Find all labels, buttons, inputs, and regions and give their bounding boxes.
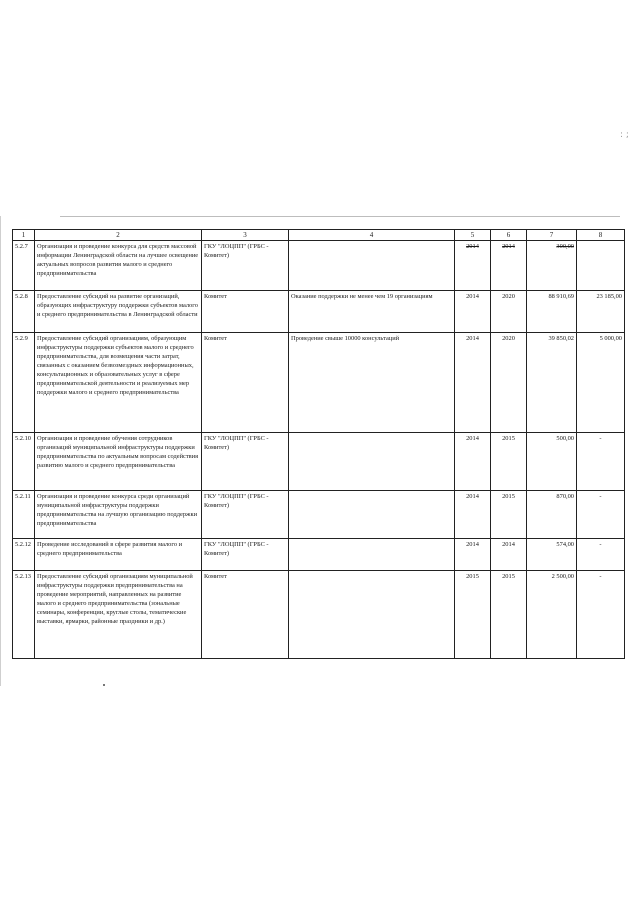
row-year-start: 2014: [455, 333, 491, 433]
row-amount-2: [577, 241, 625, 291]
row-description: Предоставление субсидий на развитие организаций, образующих инфраструктуру поддержки субъектов малого и среднего предпринимательства в Ленинградской области: [35, 291, 202, 333]
row-amount: 500,00: [527, 433, 577, 491]
row-year-end: 2020: [491, 333, 527, 433]
table-row: [13, 491, 625, 539]
row-number: 5.2.13: [13, 571, 35, 659]
row-result: [289, 571, 455, 659]
row-executor: Комитет: [202, 571, 289, 659]
col-header-3: 3: [202, 230, 289, 241]
row-year-start: 2014: [455, 433, 491, 491]
row-result: Проведение свыше 10000 консультаций: [289, 333, 455, 433]
row-number: 5.2.8: [13, 291, 35, 333]
row-number: 5.2.10: [13, 433, 35, 491]
col-header-5: 5: [455, 230, 491, 241]
row-description: Организация и проведение конкурса для средств массовой информации Ленинградской области на лучшее освещение актуальных вопросов развития малого и среднего предпринимательства: [35, 241, 202, 291]
row-description: Организация и проведение обучения сотрудников организаций муниципальной инфраструктуры поддержки предпринимательства по актуальным вопросам содействия развитию малого и среднего предпринимательства: [35, 433, 202, 491]
table-row: [13, 241, 625, 291]
row-result: [289, 241, 455, 291]
table-row: [13, 433, 625, 491]
row-amount-2: -: [577, 571, 625, 659]
measures-table: [12, 229, 625, 659]
row-amount-2: 5 000,00: [577, 333, 625, 433]
row-year-end: 2014: [491, 241, 527, 291]
col-header-8: 8: [577, 230, 625, 241]
row-year-end: 2015: [491, 491, 527, 539]
row-year-start: 2014: [455, 241, 491, 291]
row-amount-2: -: [577, 433, 625, 491]
table-row: [13, 333, 625, 433]
row-number: 5.2.12: [13, 539, 35, 571]
row-executor: ГКУ "ЛОЦПП" (ГРБС - Комитет): [202, 539, 289, 571]
table-header-row: [13, 230, 625, 241]
row-result: [289, 539, 455, 571]
row-amount: 39 850,02: [527, 333, 577, 433]
scan-artifact-line: [60, 216, 620, 217]
col-header-1: 1: [13, 230, 35, 241]
row-amount: 574,00: [527, 539, 577, 571]
row-result: [289, 491, 455, 539]
row-amount-2: -: [577, 491, 625, 539]
row-year-end: 2015: [491, 571, 527, 659]
row-amount-2: 23 185,00: [577, 291, 625, 333]
row-executor: ГКУ "ЛОЦПП" (ГРБС - Комитет): [202, 433, 289, 491]
row-executor: Комитет: [202, 291, 289, 333]
col-header-4: 4: [289, 230, 455, 241]
row-executor: Комитет: [202, 333, 289, 433]
row-year-end: 2020: [491, 291, 527, 333]
row-year-start: 2014: [455, 491, 491, 539]
table-row: [13, 291, 625, 333]
row-result: Оказание поддержки не менее чем 19 организациям: [289, 291, 455, 333]
row-description: Проведение исследований в сфере развития малого и среднего предпринимательства: [35, 539, 202, 571]
row-year-start: 2014: [455, 539, 491, 571]
col-header-7: 7: [527, 230, 577, 241]
row-amount: 300,00: [527, 241, 577, 291]
col-header-6: 6: [491, 230, 527, 241]
table-row: [13, 539, 625, 571]
row-description: Предоставление субсидий организациям муниципальной инфраструктуры поддержки предпринимательства на проведение мероприятий, направленных на развитие малого и среднего предпринимательства (зональные семинары, конференции, круглые столы, тематические выставки, ярмарки, районные праздники и др.): [35, 571, 202, 659]
row-year-start: 2014: [455, 291, 491, 333]
row-amount: 2 500,00: [527, 571, 577, 659]
row-executor: ГКУ "ЛОЦПП" (ГРБС - Комитет): [202, 241, 289, 291]
scan-margin-mark: : ;: [620, 130, 629, 140]
row-year-end: 2015: [491, 433, 527, 491]
row-executor: ГКУ "ЛОЦПП" (ГРБС - Комитет): [202, 491, 289, 539]
row-number: 5.2.7: [13, 241, 35, 291]
row-amount: 88 910,69: [527, 291, 577, 333]
table-row: [13, 571, 625, 659]
row-year-start: 2015: [455, 571, 491, 659]
row-amount-2: -: [577, 539, 625, 571]
row-year-end: 2014: [491, 539, 527, 571]
scan-edge: [0, 216, 1, 686]
scan-speck: [103, 684, 105, 686]
col-header-2: 2: [35, 230, 202, 241]
row-description: Организация и проведение конкурса среди организаций муниципальной инфраструктуры поддержки предпринимательства на лучшую организацию поддержки предпринимательства: [35, 491, 202, 539]
row-description: Предоставление субсидий организациям, образующим инфраструктуры поддержки субъектов малого и среднего предпринимательства, для возмещения части затрат, связанных с оказанием безвозмездных информационных, консультационных и образовательных услуг в сфере предпринимательской деятельности и реализуемых мер поддержки малого и среднего предпринимательства: [35, 333, 202, 433]
row-result: [289, 433, 455, 491]
row-amount: 870,00: [527, 491, 577, 539]
row-number: 5.2.9: [13, 333, 35, 433]
row-number: 5.2.11: [13, 491, 35, 539]
